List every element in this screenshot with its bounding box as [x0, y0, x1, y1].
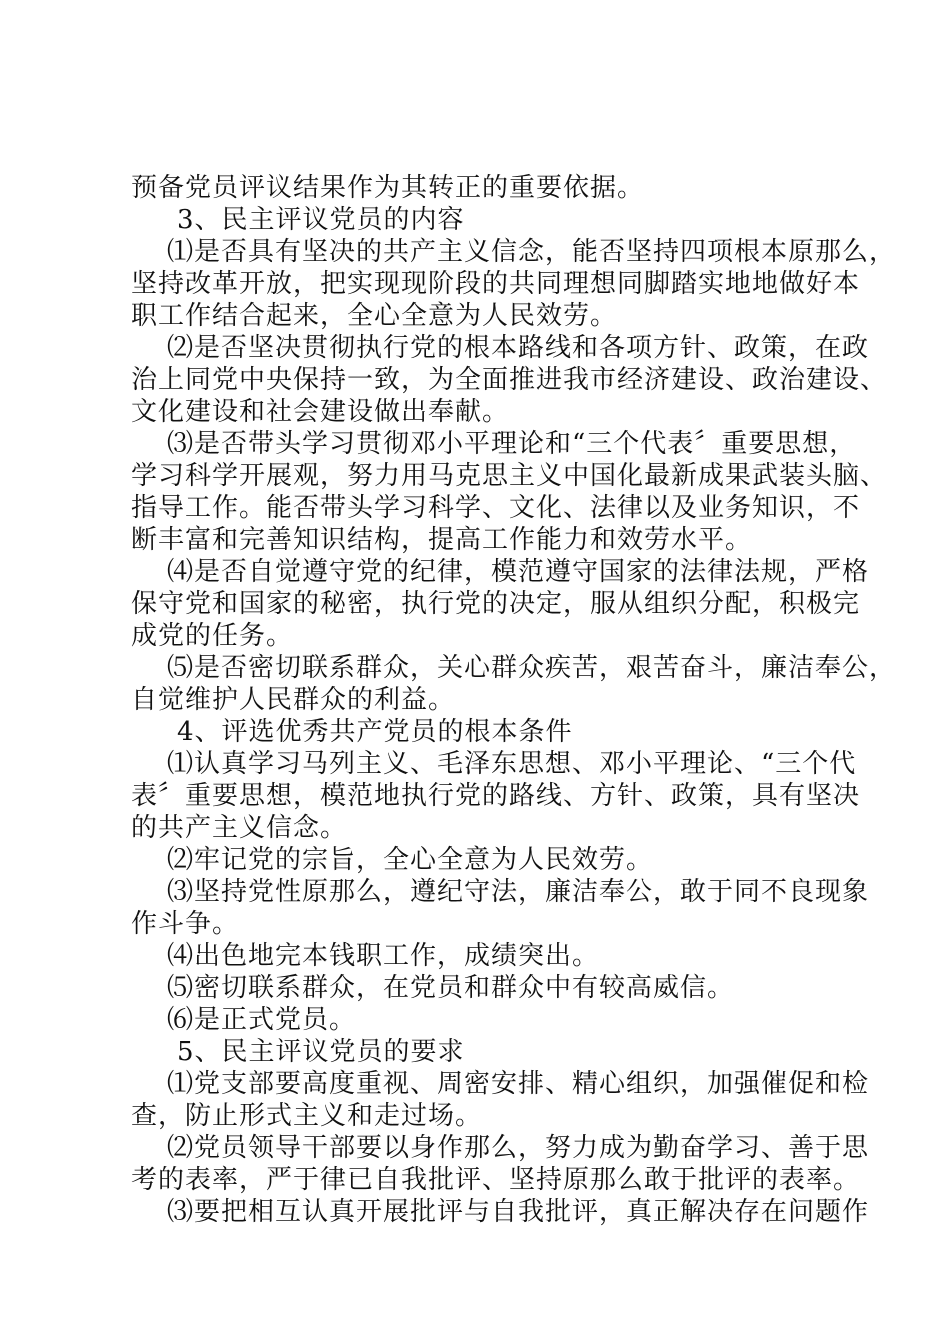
text-line: ⑹是正式党员。	[167, 1005, 357, 1035]
text-line: 预备党员评议结果作为其转正的重要依据。	[131, 173, 645, 203]
text-line: 考的表率，严于律已自我批评、坚持原那么敢于批评的表率。	[131, 1165, 861, 1195]
text-line: 保守党和国家的秘密，执行党的决定，服从组织分配，积极完	[131, 589, 861, 619]
document-body	[131, 172, 897, 1228]
text-line: 自觉维护人民群众的利益。	[131, 685, 456, 715]
text-line: ⑶要把相互认真开展批评与自我批评，真正解决存在问题作	[167, 1197, 870, 1227]
text-line: 坚持改革开放，把实现现阶段的共同理想同脚踏实地地做好本	[131, 269, 861, 299]
text-line: ⑴是否具有坚决的共产主义信念，能否坚持四项根本原那么，	[167, 237, 897, 267]
section-heading: 3、民主评议党员的内容	[177, 205, 465, 235]
text-line: ⑵牢记党的宗旨，全心全意为人民效劳。	[167, 845, 654, 875]
text-line: ⑶坚持党性原那么，遵纪守法，廉洁奉公，敢于同不良现象	[167, 877, 870, 907]
text-line: 治上同党中央保持一致，为全面推进我市经济建设、政治建设、	[131, 365, 888, 395]
text-line: 职工作结合起来，全心全意为人民效劳。	[131, 301, 618, 331]
section-heading: 4、评选优秀共产党员的根本条件	[177, 717, 573, 747]
text-line: ⑵党员领导干部要以身作那么，努力成为勤奋学习、善于思	[167, 1133, 870, 1163]
text-line: 指导工作。能否带头学习科学、文化、法律以及业务知识，不	[131, 493, 861, 523]
text-line: 表〞重要思想，模范地执行党的路线、方针、政策，具有坚决	[131, 781, 861, 811]
text-line: 学习科学开展观，努力用马克思主义中国化最新成果武装头脑、	[131, 461, 888, 491]
text-line: 成党的任务。	[131, 621, 294, 651]
text-line: ⑸是否密切联系群众，关心群众疾苦，艰苦奋斗，廉洁奉公，	[167, 653, 897, 683]
text-line: ⑶是否带头学习贯彻邓小平理论和“三个代表〞重要思想，	[167, 429, 857, 459]
text-line: ⑷是否自觉遵守党的纪律，模范遵守国家的法律法规，严格	[167, 557, 870, 587]
text-line: ⑵是否坚决贯彻执行党的根本路线和各项方针、政策，在政	[167, 333, 870, 363]
text-line: ⑸密切联系群众，在党员和群众中有较高威信。	[167, 973, 735, 1003]
text-line: ⑷出色地完本钱职工作，成绩突出。	[167, 941, 600, 971]
text-line: 的共产主义信念。	[131, 813, 348, 843]
text-line: 作斗争。	[131, 909, 240, 939]
text-line: 文化建设和社会建设做出奉献。	[131, 397, 510, 427]
text-line: 断丰富和完善知识结构，提高工作能力和效劳水平。	[131, 525, 753, 555]
text-line: 查，防止形式主义和走过场。	[131, 1101, 483, 1131]
text-line: ⑴认真学习马列主义、毛泽东思想、邓小平理论、“三个代	[167, 749, 857, 779]
text-line: ⑴党支部要高度重视、周密安排、精心组织，加强催促和检	[167, 1069, 870, 1099]
section-heading: 5、民主评议党员的要求	[177, 1037, 465, 1067]
